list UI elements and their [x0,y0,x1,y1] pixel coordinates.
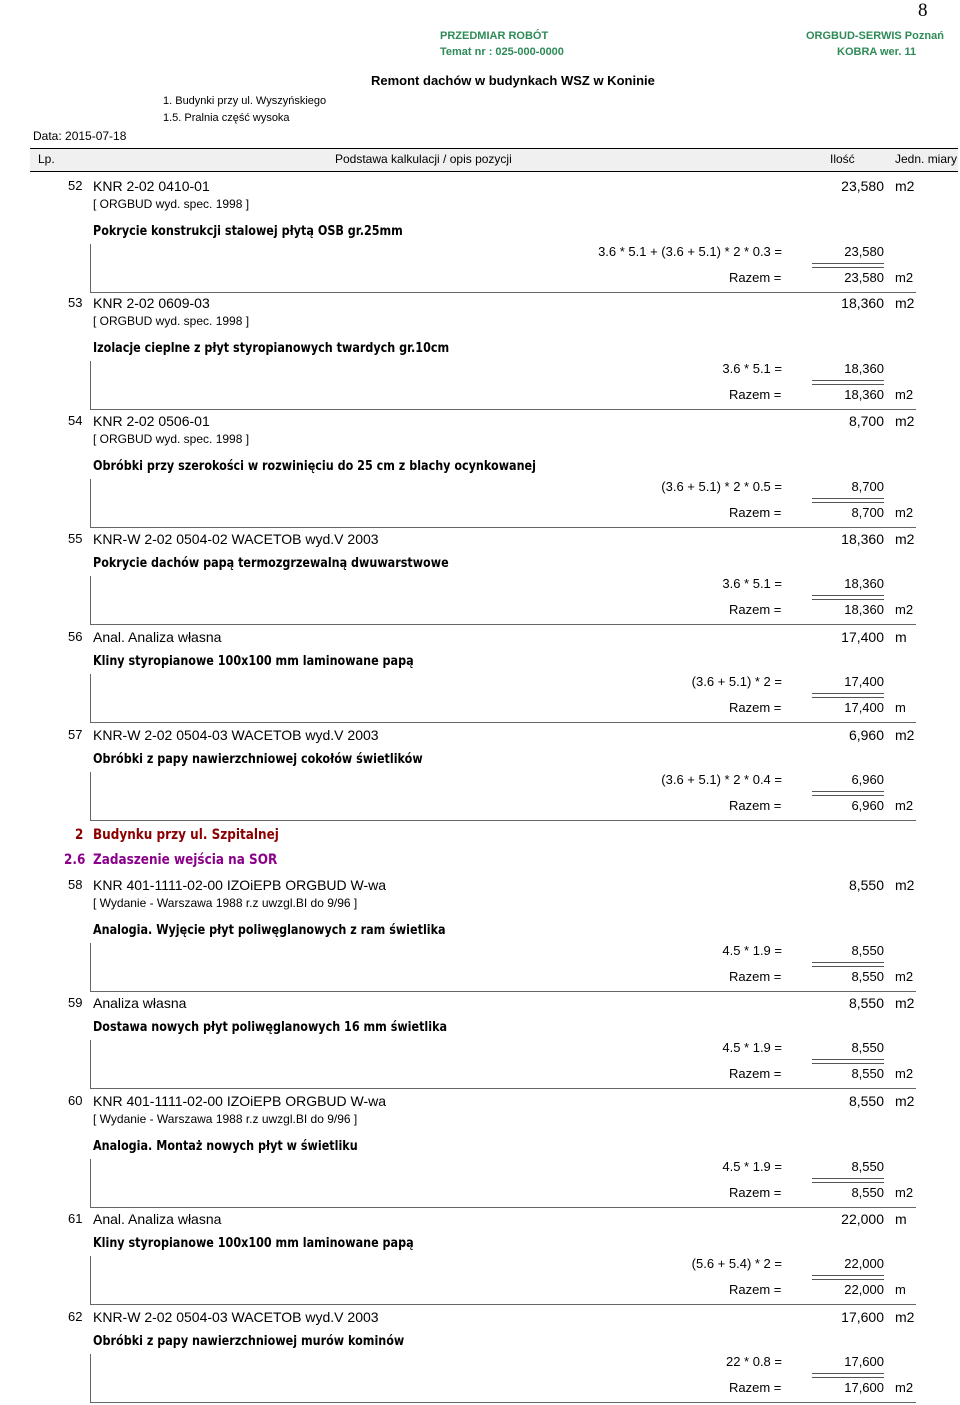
item-source: [ Wydanie - Warszawa 1988 r.z uwzgl.BI do 9/96 ] [93,896,358,910]
item-qty: 8,700 [848,413,884,429]
item-underline [812,693,884,698]
item-vline [90,361,91,409]
item-code: KNR-W 2-02 0504-03 WACETOB wyd.V 2003 [93,727,379,743]
temat: Temat nr : 025-000-0000 [440,46,564,58]
item-separator [90,820,916,821]
item-source: [ ORGBUD wyd. spec. 1998 ] [93,197,250,211]
item-description: Kliny styropianowe 100x100 mm laminowane papą [93,654,414,669]
item-calc-value: 8,700 [851,479,884,494]
item-number: 54 [68,413,83,428]
item-razem-unit: m2 [895,969,914,984]
page-number: 8 [918,0,928,21]
item-underline [812,962,884,967]
item-razem-label: Razem = [729,700,782,715]
section-2-6-title: Zadaszenie wejścia na SOR [93,852,278,868]
item-underline [812,380,884,385]
item-qty: 18,360 [841,531,884,547]
item-code: KNR 401-1111-02-00 IZOiEPB ORGBUD W-wa [93,1093,387,1109]
item-qty: 18,360 [841,295,884,311]
item-formula: (3.6 + 5.1) * 2 * 0.4 = [661,772,782,787]
document-date: Data: 2015-07-18 [33,129,127,143]
column-header [30,148,958,172]
item-qty: 17,400 [841,629,884,645]
item-unit: m2 [895,413,915,429]
item-razem-value: 18,360 [844,602,884,617]
item-razem-unit: m2 [895,505,914,520]
item-razem-value: 17,600 [844,1380,884,1395]
item-calc-value: 22,000 [844,1256,884,1271]
item-number: 56 [68,629,83,644]
item-unit: m2 [895,995,915,1011]
doc-type: PRZEDMIAR ROBÓT [440,30,549,42]
item-description: Analogia. Wyjęcie płyt poliwęglanowych z ram świetlika [93,923,446,938]
item-unit: m [895,629,907,645]
item-vline [90,1040,91,1088]
item-razem-value: 17,400 [844,700,884,715]
item-description: Pokrycie dachów papą termozgrzewalną dwuwarstwowe [93,556,449,571]
item-underline [812,498,884,503]
item-calc-value: 8,550 [851,943,884,958]
item-razem-value: 22,000 [844,1282,884,1297]
item-underline [812,791,884,796]
item-separator [90,624,916,625]
item-calc-value: 17,600 [844,1354,884,1369]
item-qty: 23,580 [841,178,884,194]
item-formula: (5.6 + 5.4) * 2 = [691,1256,782,1271]
item-number: 60 [68,1093,83,1108]
item-separator [90,1088,916,1089]
item-number: 52 [68,178,83,193]
item-calc-value: 17,400 [844,674,884,689]
item-number: 55 [68,531,83,546]
item-calc-value: 23,580 [844,244,884,259]
item-vline [90,1354,91,1402]
item-number: 62 [68,1309,83,1324]
item-unit: m2 [895,727,915,743]
item-source: [ ORGBUD wyd. spec. 1998 ] [93,314,250,328]
item-unit: m2 [895,1309,915,1325]
item-razem-label: Razem = [729,505,782,520]
section-2-number: 2 [75,827,84,843]
item-razem-unit: m [895,1282,906,1297]
item-unit: m2 [895,295,915,311]
item-code: KNR 2-02 0410-01 [93,178,210,194]
item-unit: m2 [895,1093,915,1109]
item-formula: 3.6 * 5.1 = [722,361,782,376]
item-unit: m [895,1211,907,1227]
level2: 1.5. Pralnia część wysoka [163,112,290,124]
item-razem-unit: m2 [895,387,914,402]
item-formula: 22 * 0.8 = [725,1354,782,1369]
item-vline [90,479,91,527]
item-qty: 8,550 [848,877,884,893]
software: KOBRA wer. 11 [837,46,917,58]
item-razem-value: 8,700 [851,505,884,520]
item-description: Pokrycie konstrukcji stalowej płytą OSB gr.25mm [93,224,403,239]
item-razem-label: Razem = [729,1380,782,1395]
item-calc-value: 8,550 [851,1040,884,1055]
item-calc-value: 8,550 [851,1159,884,1174]
item-razem-label: Razem = [729,969,782,984]
item-source: [ ORGBUD wyd. spec. 1998 ] [93,432,250,446]
item-razem-label: Razem = [729,270,782,285]
item-formula: (3.6 + 5.1) * 2 = [691,674,782,689]
item-separator [90,1207,916,1208]
item-razem-label: Razem = [729,602,782,617]
item-code: Anal. Analiza własna [93,629,222,645]
item-vline [90,1159,91,1207]
item-formula: 4.5 * 1.9 = [722,1040,782,1055]
item-razem-value: 8,550 [851,969,884,984]
item-number: 61 [68,1211,83,1226]
item-underline [812,1178,884,1183]
item-razem-label: Razem = [729,1185,782,1200]
item-qty: 17,600 [841,1309,884,1325]
item-number: 59 [68,995,83,1010]
item-underline [812,1275,884,1280]
item-razem-unit: m2 [895,1066,914,1081]
item-code: KNR-W 2-02 0504-02 WACETOB wyd.V 2003 [93,531,379,547]
item-vline [90,674,91,722]
item-code: KNR 401-1111-02-00 IZOiEPB ORGBUD W-wa [93,877,387,893]
item-description: Obróbki przy szerokości w rozwinięciu do 25 cm z blachy ocynkowanej [93,459,536,474]
item-unit: m2 [895,178,915,194]
col-unit: Jedn. miary [895,152,958,166]
item-description: Izolacje cieplne z płyt styropianowych twardych gr.10cm [93,341,450,356]
item-vline [90,772,91,820]
item-vline [90,1256,91,1304]
col-basis: Podstawa kalkulacji / opis pozycji [335,152,512,166]
col-lp: Lp. [38,152,55,166]
item-formula: 4.5 * 1.9 = [722,1159,782,1174]
item-code: Analiza własna [93,995,187,1011]
item-underline [812,263,884,268]
item-vline [90,576,91,624]
item-calc-value: 6,960 [851,772,884,787]
item-underline [812,1373,884,1378]
item-separator [90,1402,916,1403]
item-razem-label: Razem = [729,1066,782,1081]
section-2-title: Budynku przy ul. Szpitalnej [93,827,279,843]
item-separator [90,292,916,293]
level1: 1. Budynki przy ul. Wyszyńskiego [163,95,327,107]
item-formula: 3.6 * 5.1 + (3.6 + 5.1) * 2 * 0.3 = [598,244,782,259]
item-razem-label: Razem = [729,798,782,813]
item-razem-value: 6,960 [851,798,884,813]
item-qty: 8,550 [848,995,884,1011]
item-razem-unit: m2 [895,1380,914,1395]
item-description: Obróbki z papy nawierzchniowej cokołów świetlików [93,752,423,767]
item-qty: 22,000 [841,1211,884,1227]
item-razem-unit: m2 [895,798,914,813]
item-separator [90,1304,916,1305]
item-qty: 6,960 [848,727,884,743]
item-formula: 3.6 * 5.1 = [722,576,782,591]
item-separator [90,722,916,723]
item-code: KNR-W 2-02 0504-03 WACETOB wyd.V 2003 [93,1309,379,1325]
item-vline [90,943,91,991]
item-razem-unit: m2 [895,1185,914,1200]
item-unit: m2 [895,877,915,893]
item-razem-label: Razem = [729,387,782,402]
item-razem-value: 18,360 [844,387,884,402]
item-razem-unit: m [895,700,906,715]
item-description: Obróbki z papy nawierzchniowej murów kominów [93,1334,405,1349]
item-qty: 8,550 [848,1093,884,1109]
company: ORGBUD-SERWIS Poznań [806,30,944,42]
item-razem-value: 23,580 [844,270,884,285]
section-2-6-number: 2.6 [64,852,86,868]
item-code: KNR 2-02 0506-01 [93,413,210,429]
item-description: Kliny styropianowe 100x100 mm laminowane papą [93,1236,414,1251]
item-code: Anal. Analiza własna [93,1211,222,1227]
item-number: 58 [68,877,83,892]
item-formula: (3.6 + 5.1) * 2 * 0.5 = [661,479,782,494]
item-calc-value: 18,360 [844,576,884,591]
item-source: [ Wydanie - Warszawa 1988 r.z uwzgl.BI do 9/96 ] [93,1112,358,1126]
item-underline [812,1059,884,1064]
item-razem-unit: m2 [895,270,914,285]
item-calc-value: 18,360 [844,361,884,376]
item-description: Analogia. Montaż nowych płyt w świetliku [93,1139,358,1154]
item-formula: 4.5 * 1.9 = [722,943,782,958]
item-razem-label: Razem = [729,1282,782,1297]
item-separator [90,527,916,528]
item-description: Dostawa nowych płyt poliwęglanowych 16 mm świetlika [93,1020,448,1035]
item-unit: m2 [895,531,915,547]
col-qty: Ilość [830,152,855,166]
item-razem-value: 8,550 [851,1066,884,1081]
item-code: KNR 2-02 0609-03 [93,295,210,311]
item-number: 57 [68,727,83,742]
item-razem-unit: m2 [895,602,914,617]
project-title: Remont dachów w budynkach WSZ w Koninie [371,73,655,88]
item-separator [90,991,916,992]
item-number: 53 [68,295,83,310]
item-separator [90,409,916,410]
item-vline [90,244,91,292]
item-underline [812,595,884,600]
item-razem-value: 8,550 [851,1185,884,1200]
